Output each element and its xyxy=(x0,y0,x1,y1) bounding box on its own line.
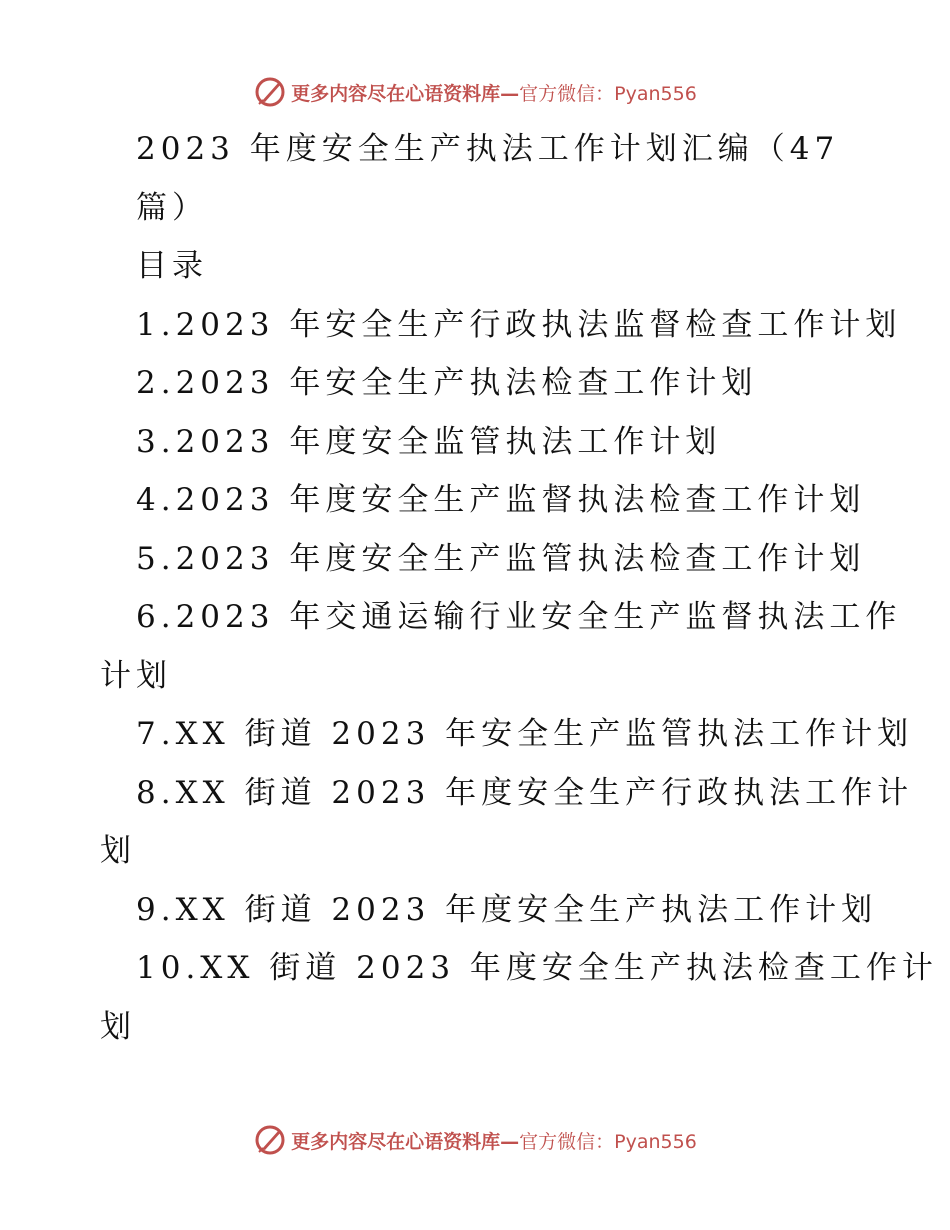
toc-item-8-continuation: 划 xyxy=(100,833,136,869)
toc-item-6-continuation: 计划 xyxy=(100,657,172,694)
quill-pen-logo-icon xyxy=(253,1123,287,1157)
toc-item-4: 4.2023 年度安全生产监督执法检查工作计划 xyxy=(136,482,866,518)
toc-item-10-continuation: 划 xyxy=(100,1008,136,1045)
toc-item-6: 6.2023 年交通运输行业安全生产监督执法工作 xyxy=(136,599,902,635)
header-banner xyxy=(0,72,950,112)
toc-item-10: 10.XX 街道 2023 年度安全生产执法检查工作计 xyxy=(136,950,938,986)
document-title-line-1: 2023 年度安全生产执法工作计划汇编（47 xyxy=(136,131,840,167)
quill-pen-logo-icon xyxy=(253,75,287,109)
toc-item-5: 5.2023 年度安全生产监管执法检查工作计划 xyxy=(136,540,866,577)
toc-item-3: 3.2023 年度安全监管执法工作计划 xyxy=(136,423,722,460)
toc-item-8: 8.XX 街道 2023 年度安全生产行政执法工作计 xyxy=(136,774,914,811)
document-body xyxy=(100,120,938,1056)
header-banner-text: 更多内容尽在心语资料库—官方微信：Pyan556 xyxy=(291,82,697,105)
footer-banner xyxy=(0,1120,950,1160)
toc-item-9: 9.XX 街道 2023 年度安全生产执法工作计划 xyxy=(136,891,878,928)
footer-banner-text: 更多内容尽在心语资料库—官方微信：Pyan556 xyxy=(291,1130,697,1153)
toc-item-1: 1.2023 年安全生产行政执法监督检查工作计划 xyxy=(136,306,902,343)
toc-item-7: 7.XX 街道 2023 年安全生产监管执法工作计划 xyxy=(136,716,914,752)
document-title-line-2: 篇） xyxy=(136,189,208,226)
toc-heading: 目录 xyxy=(136,248,208,284)
toc-item-2: 2.2023 年安全生产执法检查工作计划 xyxy=(136,365,758,401)
